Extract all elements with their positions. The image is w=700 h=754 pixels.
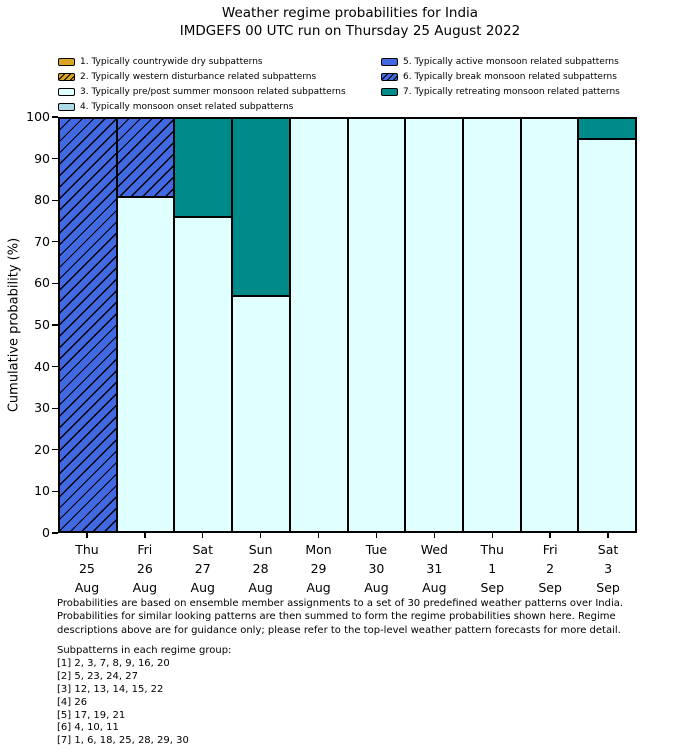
y-tick-label-60: 60 bbox=[34, 275, 50, 291]
y-tick-label-20: 20 bbox=[34, 441, 50, 457]
x-tick-label-line: 3 bbox=[604, 561, 613, 576]
legend-swatch-regime-7-icon bbox=[381, 88, 398, 96]
bar-segment-regime-3 bbox=[117, 197, 175, 532]
x-tick-label-line: Sat bbox=[597, 542, 619, 557]
x-tick-label-line: Aug bbox=[74, 580, 100, 595]
bar-segment-regime-7 bbox=[174, 118, 232, 217]
legend-item-regime-4 bbox=[58, 99, 346, 114]
y-tick-mark bbox=[52, 200, 58, 201]
bar-sat-3-sep bbox=[578, 118, 636, 532]
legend-swatch-regime-2-hatched-icon bbox=[58, 73, 75, 81]
x-tick-mark bbox=[318, 533, 319, 538]
legend-label-regime-3: 3. Typically pre/post summer monsoon related subpatterns bbox=[80, 86, 346, 97]
bar-thu-1-sep bbox=[463, 118, 521, 532]
y-axis-label: Cumulative probability (%) bbox=[6, 237, 22, 413]
subpatterns-line: [5] 17, 19, 21 bbox=[57, 709, 126, 721]
legend-item-regime-2 bbox=[58, 69, 346, 84]
x-tick-label-line: Aug bbox=[132, 580, 158, 595]
x-tick-label-thu-25-aug bbox=[75, 540, 99, 597]
x-tick-label-line: Aug bbox=[364, 580, 389, 595]
chart-title: Weather regime probabilities for India bbox=[221, 5, 479, 21]
x-tick-label-line: 25 bbox=[78, 561, 95, 576]
legend-swatch-regime-6-hatched-icon bbox=[381, 73, 398, 81]
bar-sun-28-aug bbox=[232, 118, 290, 532]
legend-label-regime-6: 6. Typically break monsoon related subpatterns bbox=[403, 71, 617, 82]
x-tick-label-mon-29-aug bbox=[305, 540, 331, 597]
x-tick-label-line: Sep bbox=[596, 580, 620, 595]
legend-label-regime-7: 7. Typically retreating monsoon related patterns bbox=[403, 86, 620, 97]
bar-segment-regime-6 bbox=[59, 118, 117, 532]
legend-label-regime-4: 4. Typically monsoon onset related subpatterns bbox=[80, 101, 294, 112]
legend-column-left bbox=[58, 54, 346, 114]
x-tick-label-line: Mon bbox=[305, 542, 332, 557]
x-tick-mark bbox=[607, 533, 608, 538]
x-tick-label-line: 31 bbox=[426, 561, 443, 576]
legend-item-regime-6 bbox=[381, 69, 620, 84]
y-tick-label-80: 80 bbox=[34, 192, 50, 208]
bar-segment-regime-3 bbox=[290, 118, 348, 532]
subpatterns-line: [2] 5, 23, 24, 27 bbox=[57, 670, 138, 682]
x-tick-label-line: Tue bbox=[365, 542, 388, 557]
x-tick-label-sat-3-sep bbox=[596, 540, 620, 597]
x-tick-label-tue-30-aug bbox=[364, 540, 388, 597]
x-tick-label-line: 28 bbox=[252, 561, 269, 576]
y-tick-label-0: 0 bbox=[42, 525, 50, 541]
legend-label-regime-5: 5. Typically active monsoon related subpatterns bbox=[403, 56, 619, 67]
legend-swatch-regime-5-icon bbox=[381, 58, 398, 66]
y-tick-mark bbox=[52, 408, 58, 409]
y-tick-mark bbox=[52, 449, 58, 450]
bar-mon-29-aug bbox=[290, 118, 348, 532]
x-tick-label-fri-26-aug bbox=[133, 540, 157, 597]
x-tick-label-line: Fri bbox=[542, 542, 558, 557]
bar-segment-regime-7 bbox=[232, 118, 290, 296]
x-tick-label-line: Thu bbox=[75, 542, 99, 557]
x-tick-label-line: Aug bbox=[306, 580, 331, 595]
subpatterns-heading: Subpatterns in each regime group: bbox=[57, 645, 232, 656]
subpatterns-note bbox=[57, 645, 457, 748]
x-tick-mark bbox=[376, 533, 377, 538]
x-tick-label-line: Wed bbox=[420, 542, 448, 557]
y-tick-label-40: 40 bbox=[34, 358, 50, 374]
bar-segment-regime-3 bbox=[521, 118, 579, 532]
x-tick-label-fri-2-sep bbox=[538, 540, 562, 597]
bar-fri-2-sep bbox=[521, 118, 579, 532]
legend-swatch-regime-3-icon bbox=[58, 88, 75, 96]
x-tick-label-wed-31-aug bbox=[421, 540, 448, 597]
bar-segment-regime-3 bbox=[174, 217, 232, 532]
x-tick-label-line: 29 bbox=[310, 561, 327, 576]
x-tick-mark bbox=[260, 533, 261, 538]
y-tick-mark bbox=[52, 283, 58, 284]
x-tick-label-line: Sep bbox=[538, 580, 562, 595]
x-tick-label-line: Thu bbox=[480, 542, 504, 557]
legend-item-regime-3 bbox=[58, 84, 346, 99]
x-tick-label-line: Aug bbox=[248, 580, 273, 595]
subpatterns-line: [1] 2, 3, 7, 8, 9, 16, 20 bbox=[57, 657, 170, 669]
x-tick-label-line: 2 bbox=[546, 561, 555, 576]
x-tick-label-line: 27 bbox=[194, 561, 211, 576]
bar-segment-regime-3 bbox=[463, 118, 521, 532]
x-tick-label-sat-27-aug bbox=[191, 540, 215, 597]
y-tick-mark bbox=[52, 366, 58, 367]
y-tick-label-90: 90 bbox=[34, 150, 50, 166]
y-tick-label-30: 30 bbox=[34, 400, 50, 416]
y-tick-mark bbox=[52, 116, 58, 117]
x-tick-label-thu-1-sep bbox=[480, 540, 504, 597]
bar-fri-26-aug bbox=[117, 118, 175, 532]
x-tick-label-sun-28-aug bbox=[248, 540, 272, 597]
x-tick-label-line: 26 bbox=[136, 561, 153, 576]
bar-thu-25-aug bbox=[59, 118, 117, 532]
y-tick-label-10: 10 bbox=[34, 483, 50, 499]
bar-sat-27-aug bbox=[174, 118, 232, 532]
x-tick-label-line: Fri bbox=[137, 542, 153, 557]
x-tick-label-line: Sun bbox=[248, 542, 273, 557]
bar-wed-31-aug bbox=[405, 118, 463, 532]
y-tick-label-50: 50 bbox=[34, 317, 50, 333]
bar-segment-regime-3 bbox=[348, 118, 406, 532]
bar-segment-regime-3 bbox=[232, 296, 290, 532]
x-tick-mark bbox=[144, 533, 145, 538]
legend-label-regime-1: 1. Typically countrywide dry subpatterns bbox=[80, 56, 263, 67]
footnote-line: Probabilities for similar looking patterns are then summed to form the regime probabilities shown here. Regime bbox=[57, 611, 616, 623]
x-tick-label-line: Sep bbox=[480, 580, 505, 595]
x-tick-mark bbox=[86, 533, 87, 538]
legend-item-regime-7 bbox=[381, 84, 620, 99]
footnote-text bbox=[57, 597, 657, 637]
x-tick-mark bbox=[434, 533, 435, 538]
bar-segment-regime-3 bbox=[578, 139, 636, 532]
x-tick-label-line: Sat bbox=[192, 542, 213, 557]
legend-label-regime-2: 2. Typically western disturbance related subpatterns bbox=[80, 71, 317, 82]
bar-segment-regime-3 bbox=[405, 118, 463, 532]
plot-area bbox=[58, 117, 637, 533]
y-tick-label-70: 70 bbox=[34, 233, 50, 249]
y-tick-mark bbox=[52, 158, 58, 159]
subpatterns-line: [6] 4, 10, 11 bbox=[57, 722, 119, 734]
x-tick-mark bbox=[549, 533, 550, 538]
subpatterns-line: [3] 12, 13, 14, 15, 22 bbox=[57, 683, 164, 695]
footnote-line: Probabilities are based on ensemble member assignments to a set of 30 predefined weather patterns over India. bbox=[57, 598, 624, 609]
x-tick-mark bbox=[492, 533, 493, 538]
subpatterns-line: [7] 1, 6, 18, 25, 28, 29, 30 bbox=[57, 735, 189, 747]
footnote-line: descriptions above are for guidance only; please refer to the top-level weather pattern forecasts for more detail. bbox=[57, 624, 621, 636]
bar-segment-regime-6 bbox=[117, 118, 175, 197]
y-tick-label-100: 100 bbox=[26, 109, 50, 125]
legend-item-regime-1 bbox=[58, 54, 346, 69]
x-tick-label-line: Aug bbox=[422, 580, 447, 595]
legend-swatch-regime-4-icon bbox=[58, 103, 75, 111]
legend-column-right bbox=[381, 54, 620, 99]
y-tick-mark bbox=[52, 241, 58, 242]
y-tick-mark bbox=[52, 491, 58, 492]
x-tick-label-line: 30 bbox=[368, 561, 385, 576]
chart-subtitle: IMDGEFS 00 UTC run on Thursday 25 August 2022 bbox=[179, 23, 521, 39]
subpatterns-line: [4] 26 bbox=[57, 696, 88, 708]
y-tick-mark bbox=[52, 532, 58, 533]
x-tick-mark bbox=[202, 533, 203, 538]
x-tick-label-line: 1 bbox=[488, 561, 497, 576]
y-tick-mark bbox=[52, 324, 58, 325]
legend-swatch-regime-1-icon bbox=[58, 58, 75, 66]
x-tick-label-line: Aug bbox=[190, 580, 215, 595]
bar-tue-30-aug bbox=[348, 118, 406, 532]
legend-item-regime-5 bbox=[381, 54, 620, 69]
bar-segment-regime-7 bbox=[578, 118, 636, 139]
